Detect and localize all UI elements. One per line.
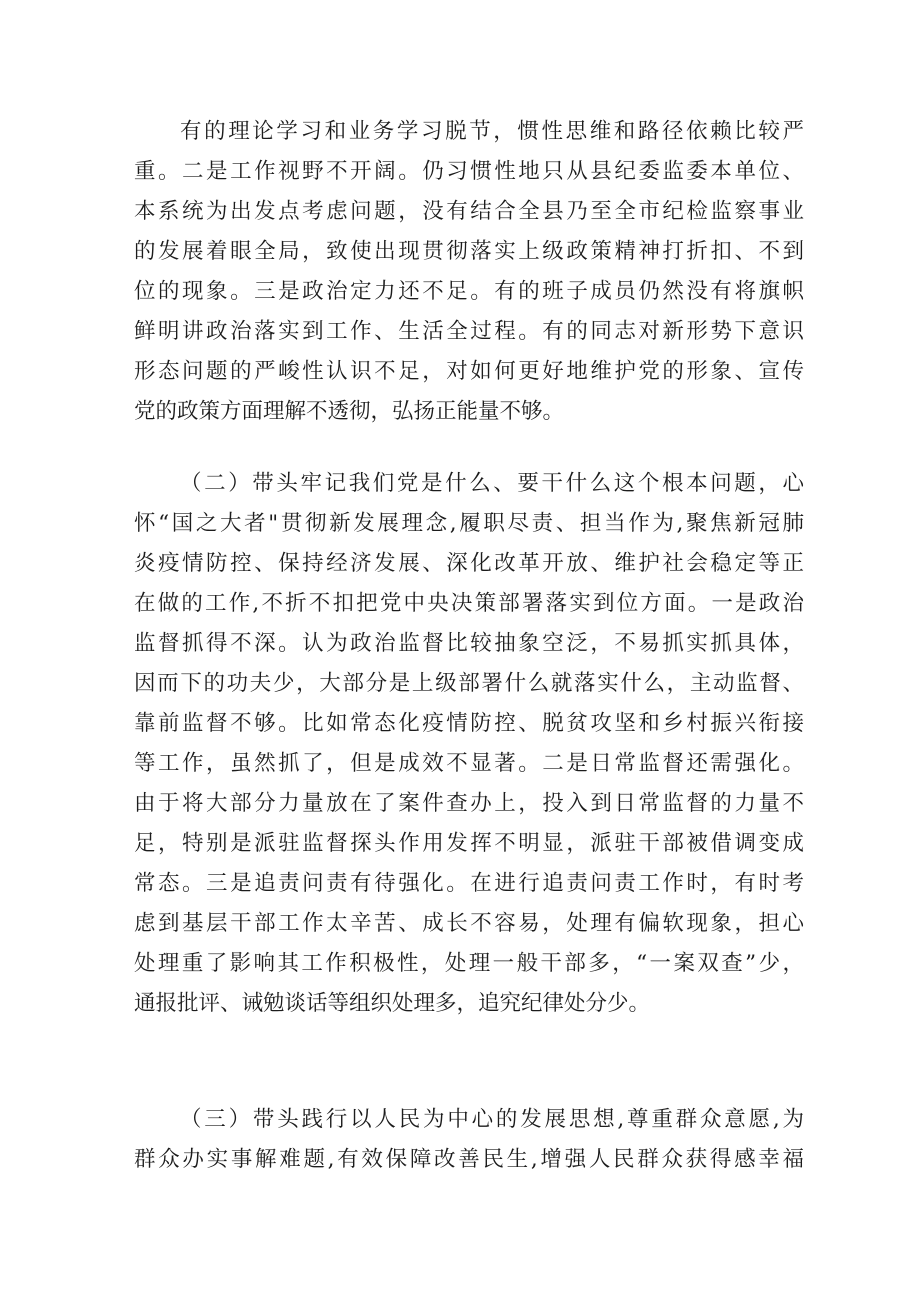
paragraph-line: 炎疫情防控、保持经济发展、深化改革开放、维护社会稳定等正 bbox=[134, 551, 804, 576]
paragraph-line: 足，特别是派驻监督探头作用发挥不明显，派驻干部被借调变成 bbox=[134, 831, 804, 856]
paragraph-line: （二）带头牢记我们党是什么、要干什么这个根本问题，心 bbox=[180, 471, 804, 496]
paragraph-line: 因而下的功夫少，大部分是上级部署什么就落实什么，主动监督、 bbox=[134, 671, 804, 696]
paragraph-line: 等工作，虽然抓了，但是成效不显著。二是日常监督还需强化。 bbox=[134, 751, 804, 776]
paragraph-line: 形态问题的严峻性认识不足，对如何更好地维护党的形象、宣传 bbox=[134, 359, 804, 384]
paragraph-1 bbox=[134, 112, 804, 432]
paragraph-line: 群众办实事解难题,有效保障改善民生,增强人民群众获得感幸福 bbox=[134, 1147, 804, 1172]
paragraph-line: 本系统为出发点考虑问题，没有结合全县乃至全市纪检监察事业 bbox=[134, 199, 804, 224]
paragraph-line: 通报批评、诫勉谈话等组织处理多，追究纪律处分少。 bbox=[134, 991, 651, 1016]
paragraph-line: （三）带头践行以人民为中心的发展思想,尊重群众意愿,为 bbox=[180, 1107, 804, 1132]
paragraph-line: 怀“国之大者"贯彻新发展理念,履职尽责、担当作为,聚焦新冠肺 bbox=[134, 511, 804, 536]
paragraph-line: 鲜明讲政治落实到工作、生活全过程。有的同志对新形势下意识 bbox=[134, 319, 804, 344]
paragraph-line: 靠前监督不够。比如常态化疫情防控、脱贫攻坚和乡村振兴衔接 bbox=[134, 711, 804, 736]
paragraph-2 bbox=[134, 464, 804, 1024]
paragraph-line: 重。二是工作视野不开阔。仍习惯性地只从县纪委监委本单位、 bbox=[134, 159, 804, 184]
paragraph-line: 由于将大部分力量放在了案件查办上，投入到日常监督的力量不 bbox=[134, 791, 804, 816]
paragraph-line: 虑到基层干部工作太辛苦、成长不容易，处理有偏软现象，担心 bbox=[134, 911, 804, 936]
paragraph-line: 有的理论学习和业务学习脱节，惯性思维和路径依赖比较严 bbox=[180, 119, 804, 144]
paragraph-line: 党的政策方面理解不透彻，弘扬正能量不够。 bbox=[134, 399, 565, 424]
paragraph-3 bbox=[134, 1100, 804, 1180]
paragraph-line: 在做的工作,不折不扣把党中央决策部署落实到位方面。一是政治 bbox=[134, 591, 804, 616]
paragraph-line: 的发展着眼全局，致使出现贯彻落实上级政策精神打折扣、不到 bbox=[134, 239, 804, 264]
paragraph-line: 监督抓得不深。认为政治监督比较抽象空泛，不易抓实抓具体， bbox=[134, 631, 804, 656]
paragraph-line: 处理重了影响其工作积极性，处理一般干部多，“一案双查”少， bbox=[134, 951, 804, 976]
paragraph-line: 常态。三是追责问责有待强化。在进行追责问责工作时，有时考 bbox=[134, 871, 804, 896]
paragraph-line: 位的现象。三是政治定力还不足。有的班子成员仍然没有将旗帜 bbox=[134, 279, 804, 304]
